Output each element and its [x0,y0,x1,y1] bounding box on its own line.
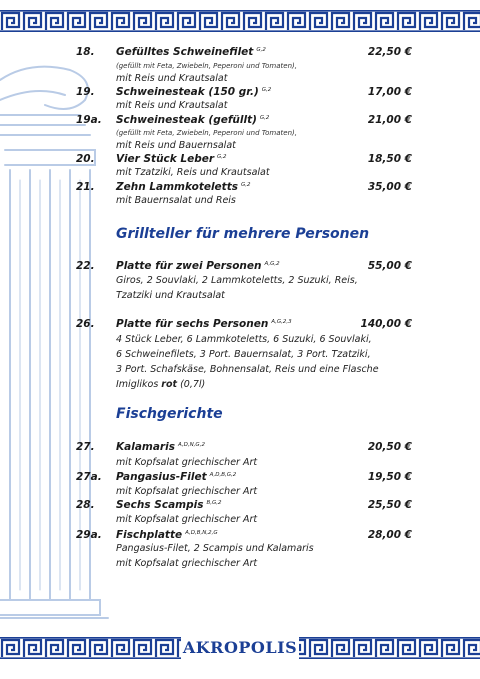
item-price: 35,00 € [367,181,412,193]
item-name: Zehn Lammkoteletts $^{G,2}$ [116,181,251,193]
item-number: 28. [76,499,95,511]
allergen-codes: A,D,B,N,2,G [185,529,218,536]
allergen-codes: A,G,2 [264,260,280,267]
item-price: 140,00 € [360,318,412,330]
item-description: mit Tzatziki, Reis und Krautsalat [116,167,270,178]
item-description: mit Bauernsalat und Reis [116,195,236,206]
item-description: Giros, 2 Souvlaki, 2 Lammkoteletts, 2 Suzuki, Reis, [116,275,358,286]
allergen-codes: A,D,B,G,2 [209,471,237,478]
allergen-codes: A,G,2,3 [271,318,292,325]
item-price: 55,00 € [367,260,412,272]
item-number: 20. [76,153,95,165]
item-number: 21. [76,181,95,193]
item-description: mit Reis und Bauernsalat [116,140,236,151]
item-number: 22. [76,260,95,272]
item-number: 19a. [76,114,102,126]
brand-logo: AKROPOLIS [181,636,299,660]
item-description: Pangasius-Filet, 2 Scampis und Kalamaris [116,543,314,554]
allergen-codes: B,G,2 [206,499,222,506]
item-number: 18. [76,46,95,58]
allergen-codes: G,2 [256,46,266,53]
item-note: (gefüllt mit Feta, Zwiebeln, Peperoni und Tomaten), [116,62,297,70]
item-description: mit Reis und Krautsalat [116,73,228,84]
item-number: 27. [76,441,95,453]
item-name: Platte für sechs Personen $^{A,G,2,3}$ [116,318,292,330]
item-number: 29a. [76,529,102,541]
item-description: mit Kopfsalat griechischer Art [116,558,258,569]
allergen-codes: A,D,N,G,2 [177,441,205,448]
item-description: mit Kopfsalat griechischer Art [116,457,258,468]
item-name: Pangasius-Filet $^{A,D,B,G,2}$ [116,471,237,483]
item-price: 22,50 € [367,46,412,58]
item-number: 19. [76,86,95,98]
section-heading-fish: Fischgerichte [116,406,223,422]
item-name: Sechs Scampis $^{B,G,2}$ [116,499,222,511]
allergen-codes: G,2 [259,114,270,121]
item-price: 28,00 € [367,529,412,541]
allergen-codes: G,2 [240,181,251,188]
item-name: Schweinesteak (gefüllt) $^{G,2}$ [116,114,270,126]
item-name: Platte für zwei Personen $^{A,G,2}$ [116,260,280,272]
item-note: (gefüllt mit Feta, Zwiebeln, Peperoni und Tomaten), [116,129,297,137]
item-description: mit Reis und Krautsalat [116,100,228,111]
item-description: 3 Port. Schafskäse, Bohnensalat, Reis und eine Flasche [116,364,379,375]
item-number: 26. [76,318,95,330]
item-name: Kalamaris $^{A,D,N,G,2}$ [116,441,205,453]
section-heading-grill: Grillteller für mehrere Personen [116,226,370,242]
item-description: Tzatziki und Krautsalat [116,290,225,301]
item-description: mit Kopfsalat griechischer Art [116,514,258,525]
item-price: 21,00 € [367,114,412,126]
item-name: Fischplatte $^{A,D,B,N,2,G}$ [116,529,218,541]
item-name: Gefülltes Schweinefilet $^{G,2}$ [116,46,266,58]
item-price: 17,00 € [367,86,412,98]
item-name: Vier Stück Leber $^{G,2}$ [116,153,227,165]
item-name: Schweinesteak (150 gr.) $^{G,2}$ [116,86,272,98]
item-price: 20,50 € [367,441,412,453]
item-price: 25,50 € [367,499,412,511]
item-price: 18,50 € [367,153,412,165]
item-price: 19,50 € [367,471,412,483]
item-number: 27a. [76,471,102,483]
allergen-codes: G,2 [261,86,272,93]
item-description: 4 Stück Leber, 6 Lammkoteletts, 6 Suzuki, 6 Souvlaki, [116,334,372,345]
allergen-codes: G,2 [217,153,227,160]
item-description: Imiglikos rot (0,7l) [116,379,206,390]
item-description: 6 Schweinefilets, 3 Port. Bauernsalat, 3 Port. Tzatziki, [116,349,371,360]
item-description: mit Kopfsalat griechischer Art [116,486,258,497]
